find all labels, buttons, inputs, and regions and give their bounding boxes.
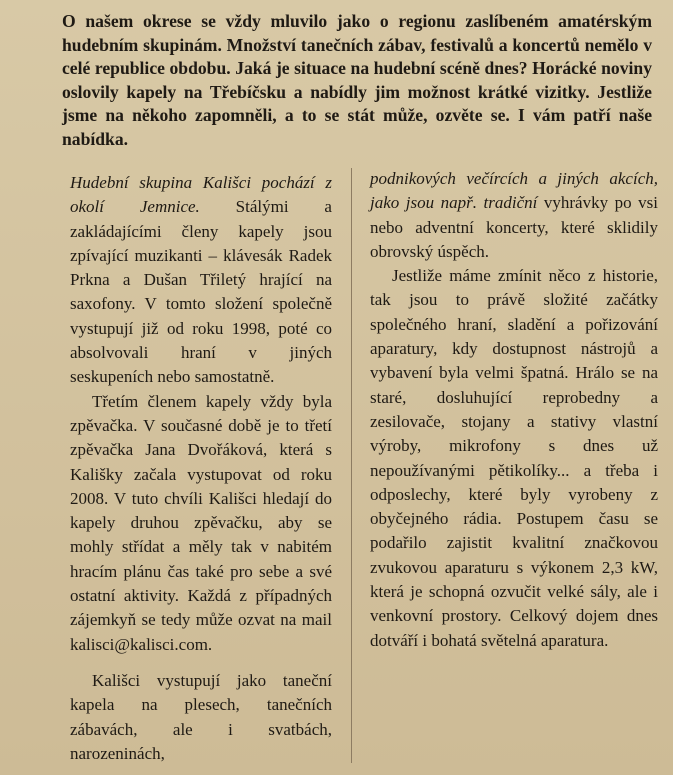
column-right-paragraph-2: Jestliže máme zmínit něco z historie, tak jsou to právě složité začátky společného hraní, sladění a pořizování aparatury, kdy dostupnost nástrojů a vybavení byla velmi špatná. Hrálo se na staré, dosluhující reprobedny a zesilovače, stojany a stativy vlastní výroby, mikrofony s dnes už nepoužívanými pětikolíky... a třeba i odposlechy, které byly vyrobeny z obyčejného rádia. Postupem času se podařilo zajistit kvalitní značkovou zvukovou aparaturu s výkonem 2,3 kW, která je schopná ozvučit velké sály, ale i venkovní prostory. Celkový dojem dnes dotváří i bohatá světelná aparatura. [370,266,658,650]
column-left-paragraph-3: Kališci vystupují jako taneční kapela na plesech, tanečních zábavách, ale i svatbách, narozeninách, [70,670,332,763]
article-intro: O našem okrese se vždy mluvilo jako o regionu zaslíbeném amatérským hudebním skupinám. Množství tanečních zábav, festivalů a koncertů nemělo v celé republice obdobu. Jaká je situace na hudební scéně dnes? Horácké noviny oslovily kapely na Třebíčsku a nabídly jim možnost krátké vizitky. Jestliže jsme na někoho zapomněli, a to se stát může, ozvěte se. I vám patří naše nabídka. [62,11,652,149]
article-column-right [370,167,658,653]
column-divider [351,168,352,763]
column-right-paragraph-1-rest: vyhrávky po vsi nebo adventní koncerty, které sklidily obrovský úspěch. [370,193,658,261]
column-left-paragraph-1-rest: Stálými a zakládajícími členy kapely jsou zpívající muzikanti – klávesák Radek Prkna a Dušan Třiletý hrající na saxofony. V tomto složení společně vystupují již od roku 1998, poté co absolvovali hraní v jiných seskupeních nebo samostatně. [70,197,332,387]
column-left-paragraph-1 [70,171,332,390]
article-column-left [70,171,332,766]
article-lead-text: Hudební skupina Kališci pochází z okolí Jemnice. [70,173,332,217]
column-right-italic-text: podnikových večírcích a jiných akcích, jako jsou např. tradiční [370,169,658,213]
column-right-paragraph-1 [370,167,658,264]
column-left-paragraph-2: Třetím členem kapely vždy byla zpěvačka. V současné době je to třetí zpěvačka Jana Dvořáková, která s Kališky začala vystupovat od roku 2008. V tuto chvíli Kališci hledají do kapely druhou zpěvačku, aby se mohly střídat a měly tak v nabitém hracím plánu čas také pro sebe a své ostatní aktivity. Každá z případných zájemkyň se tedy může ozvat na mail kalisci@kalisci.com. [70,391,332,654]
